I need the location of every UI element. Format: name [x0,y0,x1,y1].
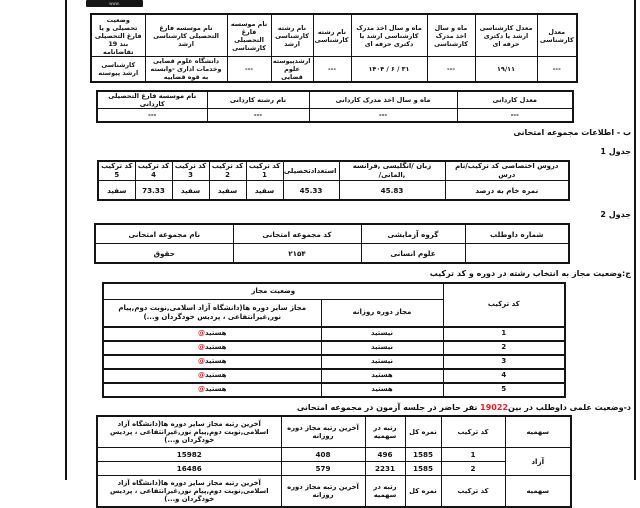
section-d-label [67,403,631,413]
other-permission [103,383,321,397]
edu-col-header: نام موسسه فارغ التحصیلی کارشناسی [227,14,271,57]
kardani-value-row [97,109,573,123]
rank-in-quota-header: رتبه در سهمیه [365,416,405,448]
raw-scores-col-value: سفید [172,181,209,201]
daytime-permission: نیستید [321,355,443,369]
raw-scores-col-header: کد ترکیب 2 [209,161,246,181]
permission-combo-header: کد ترکیب [443,283,565,327]
kardani-col-value: --- [457,109,573,123]
combo-code: 1 [441,448,505,462]
other-last-rank-header: آخرین رتبه مجاز سایر دوره ها(دانشگاه آزاد اسلامی,نوبت دوم,پیام نور,غیرانتفاعی ، پردیس خودگردان و...) [97,476,281,508]
quota-header: سهمیه [505,416,571,448]
exam-group-col-value [465,244,569,264]
kardani-col-value: --- [309,109,457,123]
quota-header: سهمیه [505,476,571,508]
daytime-last-rank-header: آخرین رتبه مجاز دوره روزانه [281,476,365,508]
kardani-col-header: نام رشته کاردانی [207,91,309,109]
red-at-marker-icon: @ [198,357,206,366]
edu-col-header: نام موسسه فارغ التحصیلی کارشناسی ارشد [145,14,227,57]
education-info-table [90,13,578,83]
permission-other-header: مجاز سایر دوره ها(دانشگاه آزاد اسلامی,نوبت دوم,پیام نور,غیرانتفاعی ، پردیس خودگردان و...) [103,299,321,327]
section-d-suffix: نفر حاضر در جلسه آزمون در مجموعه امتحانی [296,402,478,412]
combo-code: 3 [443,355,565,369]
rank-row [97,448,571,462]
kardani-header-row [97,91,573,109]
exam-group-value-row [95,244,569,264]
exam-group-col-header: نام مجموعه امتحانی [95,224,233,244]
exam-group-table [94,223,570,264]
permission-row [103,383,565,397]
raw-scores-col-header: دروس اختصاصی کد ترکیب/نام درس [445,161,569,181]
raw-scores-table [97,160,570,201]
edu-col-header: نام رشته کارشناسی [313,14,351,57]
section-b-label: ب - اطلاعات مجموعه امتحانی [513,128,631,138]
combo-code: 1 [443,327,565,341]
education-value-row [91,57,577,83]
raw-scores-col-header: استعدادتحصیلی [283,161,339,181]
other-permission-text: هستید [205,343,227,352]
other-permission [103,355,321,369]
total-score-header: نمره کل [405,476,441,508]
rank-header-row [97,416,571,448]
exam-group-col-value: حقوق [95,244,233,264]
raw-scores-col-value: سفید [209,181,246,201]
other-permission-text: هستید [205,371,227,380]
site-watermark-badge: www. [86,0,143,7]
rank-in-quota: 2231 [365,462,405,476]
raw-scores-col-value: سفید [246,181,283,201]
daytime-last-rank-header: آخرین رتبه مجاز دوره روزانه [281,416,365,448]
scientific-rank-table [96,415,572,508]
section-d-prefix: د-وضعیت علمی داوطلب در بین [508,402,631,412]
other-permission-text: هستید [205,385,227,394]
permission-daytime-header: مجاز دوره روزانه [321,299,443,327]
daytime-permission: نیستید [321,327,443,341]
rank-in-quota: 496 [365,448,405,462]
red-at-marker-icon: @ [198,343,206,352]
other-last-rank: 16486 [97,462,281,476]
raw-scores-value-row [98,181,569,201]
selection-permission-table [102,282,566,398]
daytime-last-rank: 579 [281,462,365,476]
combo-code: 4 [443,369,565,383]
edu-col-value: ۳۱ / ۶ / ۱۴۰۴ [351,57,427,83]
other-permission-text: هستید [205,357,227,366]
combo-code: 2 [441,462,505,476]
permission-row [103,369,565,383]
other-last-rank-header: آخرین رتبه مجاز سایر دوره ها(دانشگاه آزاد اسلامی,نوبت دوم,پیام نور,غیرانتفاعی ، پردیس خودگردان و...) [97,416,281,448]
edu-col-header: ماه و سال اخذ مدرک کارشناسی ارشد یا دکتری حرفه ای [351,14,427,57]
edu-col-value: کارشناسی ارشد پیوسته [91,57,145,83]
raw-scores-col-value: نمره خام به درصد [445,181,569,201]
other-permission [103,327,321,341]
rank-repeated-header-row [97,476,571,508]
combo-code: 2 [443,341,565,355]
other-permission [103,341,321,355]
quota-value: آزاد [505,448,571,476]
raw-scores-col-value: 45.83 [339,181,445,201]
edu-col-value: --- [427,57,475,83]
kardani-col-header: معدل کاردانی [457,91,573,109]
total-score: 1585 [405,448,441,462]
exam-group-col-header: شماره داوطلب [465,224,569,244]
rank-row [97,462,571,476]
raw-scores-col-header: زبان /انگلیسی ,فرانسه ,المانی/ [339,161,445,181]
daytime-last-rank: 408 [281,448,365,462]
raw-scores-col-value: 73.33 [135,181,172,201]
exam-group-col-header: گروه آزمایشی [361,224,465,244]
kardani-col-value: --- [97,109,207,123]
total-score-header: نمره کل [405,416,441,448]
exam-group-col-value: ۲۱۵۴ [233,244,361,264]
edu-col-value: --- [537,57,577,83]
edu-col-header: نام رشته کارشناسی ارشد [271,14,313,57]
permission-row [103,355,565,369]
edu-col-header: وضعیت تحصیلی و یا فارغ التحصیلی بند 19 تقاضانامه [91,14,145,57]
other-last-rank: 15982 [97,448,281,462]
edu-col-value: ۱۹/۱۱ [475,57,537,83]
other-permission [103,369,321,383]
raw-scores-header-row [98,161,569,181]
table1-caption: جدول 1 [600,147,631,157]
combo-code-header: کد ترکیب [441,416,505,448]
edu-col-header: معدل کارشناسی ارشد یا دکتری حرفه ای [475,14,537,57]
daytime-permission: هستید [321,369,443,383]
exam-group-col-value: علوم انسانی [361,244,465,264]
edu-col-value: --- [313,57,351,83]
edu-col-header: ماه و سال اخذ مدرک کارشناسی [427,14,475,57]
permission-row [103,341,565,355]
daytime-permission: نیستید [321,341,443,355]
raw-scores-col-header: کد ترکیب 5 [98,161,135,181]
permission-row [103,327,565,341]
raw-scores-col-header: کد ترکیب 3 [172,161,209,181]
raw-scores-col-header: کد ترکیب 1 [246,161,283,181]
edu-col-value: دانشگاه علوم قضایی وخدمات اداری -وابسته به قوه قضاییه [145,57,227,83]
red-at-marker-icon: @ [198,371,206,380]
permission-group-header: وضعیت مجاز [103,283,443,300]
edu-col-value: ارشدپیوسته علوم قضایی [271,57,313,83]
kardani-col-header: نام موسسه فارغ التحصیلی کاردانی [97,91,207,109]
other-permission-text: هستید [205,329,227,338]
combo-code: 5 [443,383,565,397]
table2-caption: جدول 2 [600,210,631,220]
red-at-marker-icon: @ [198,385,206,394]
section-j-label: ج:وضعیت مجاز به انتخاب رشته در دوره و کد ترکیب [429,269,631,279]
raw-scores-col-value: 45.33 [283,181,339,201]
raw-scores-col-value: سفید [98,181,135,201]
raw-scores-col-header: کد ترکیب 4 [135,161,172,181]
kardani-col-header: ماه و سال اخذ مدرک کاردانی [309,91,457,109]
exam-group-header-row [95,224,569,244]
exam-group-col-header: کد مجموعه امتحانی [233,224,361,244]
red-at-marker-icon: @ [198,329,206,338]
edu-col-value: --- [227,57,271,83]
total-score: 1585 [405,462,441,476]
daytime-permission: هستید [321,383,443,397]
exam-scorecard-page [65,0,636,504]
education-header-row [91,14,577,57]
combo-code-header: کد ترکیب [441,476,505,508]
kardani-col-value: --- [207,109,309,123]
attendee-count: 19022 [480,402,509,412]
rank-in-quota-header: رتبه در سهمیه [365,476,405,508]
permission-group-header-row [103,283,565,300]
edu-col-header: معدل کارشناسی [537,14,577,57]
kardani-info-table [96,90,574,123]
